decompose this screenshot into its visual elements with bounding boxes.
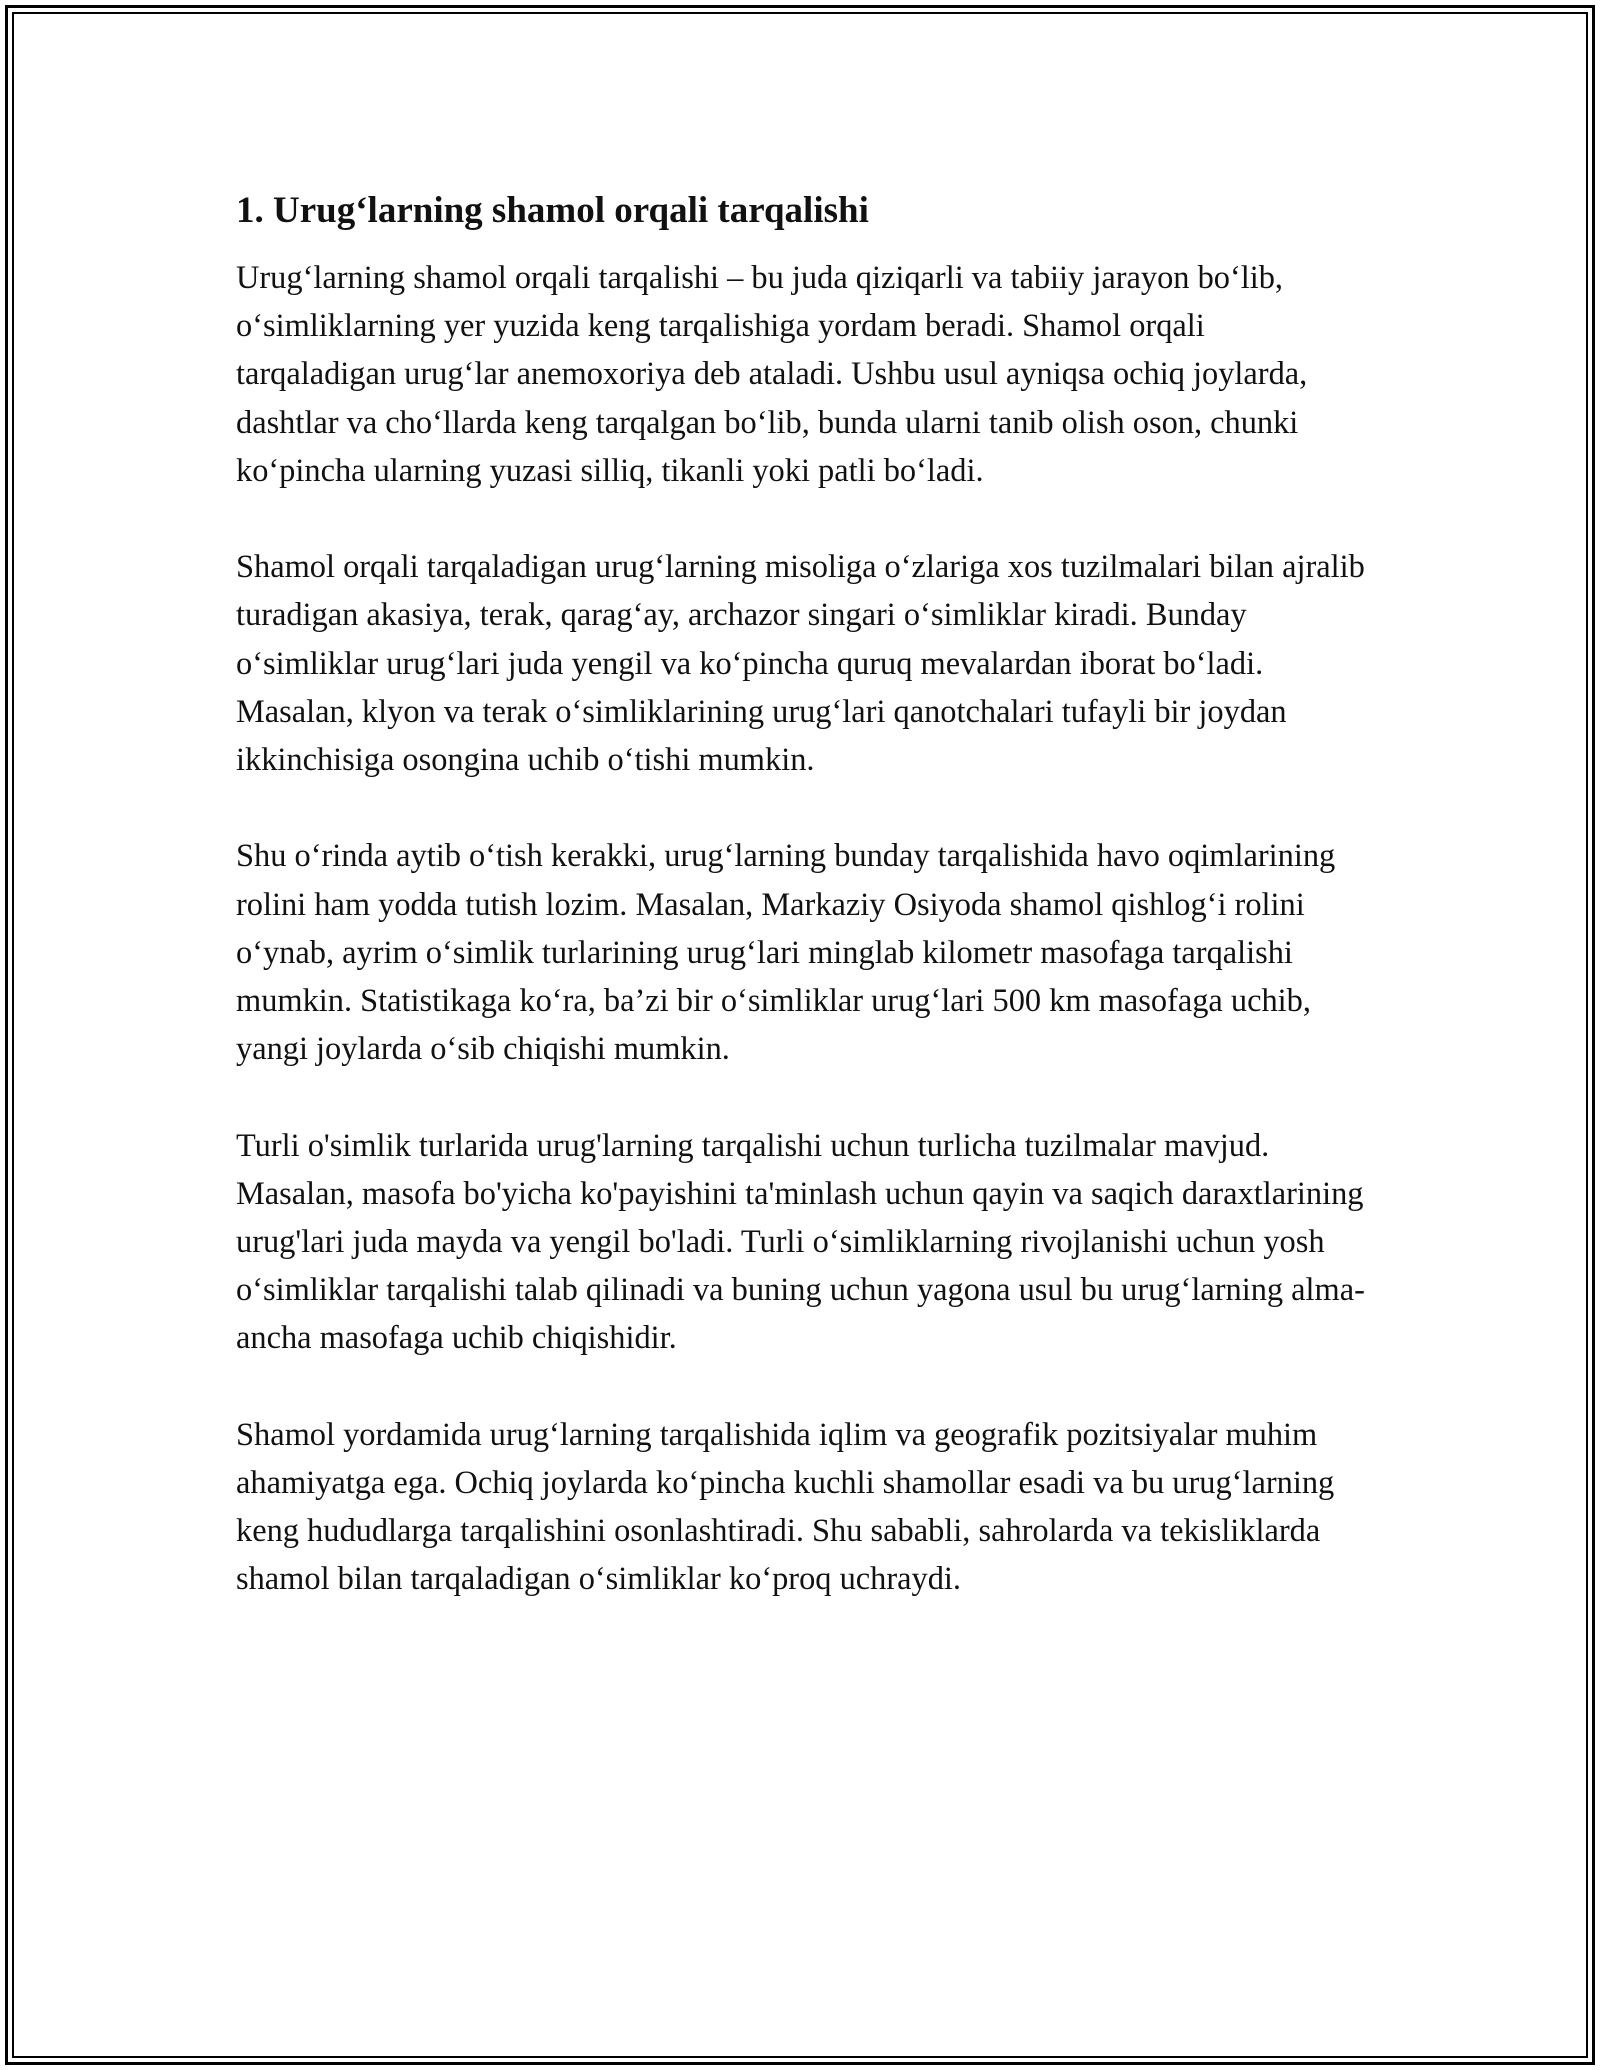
paragraph-2: Shamol orqali tarqaladigan urug‘larning misoliga o‘zlariga xos tuzilmalari bilan ajralib turadigan akasiya, terak, qarag‘ay, archazor singari o‘simliklar kiradi. Bunday o‘simliklar urug‘lari juda yengil va ko‘pincha quruq mevalardan iborat bo‘ladi. Masalan, klyon va terak o‘simliklarining urug‘lari qanotchalari tufayli bir joydan ikkinchisiga osongina uchib o‘tishi mumkin. (236, 549, 1365, 779)
paragraph-5: Shamol yordamida urug‘larning tarqalishida iqlim va geografik pozitsiyalar muhim ahamiyatga ega. Ochiq joylarda ko‘pincha kuchli shamollar esadi va bu urug‘larning keng hududlarga tarqalishini osonlashtiradi. Shu sababli, sahrolarda va tekisliklarda shamol bilan tarqaladigan o‘simliklar ko‘proq uchraydi. (236, 1416, 1335, 1598)
paragraph-4: Turli o'simlik turlarida urug'larning tarqalishi uchun turlicha tuzilmalar mavjud. Masalan, masofa bo'yicha ko'payishini ta'minlash uchun qayin va saqich daraxtlarining urug'lari juda mayda va yengil bo'ladi. Turli o‘simliklarning rivojlanishi uchun yosh o‘simliklar tarqalishi talab qilinadi va buning uchun yagona usul bu urug‘larning alma-ancha masofaga uchib chiqishidir. (236, 1127, 1365, 1357)
paragraph-3: Shu o‘rinda aytib o‘tish kerakki, urug‘larning bunday tarqalishida havo oqimlarining rolini ham yodda tutish lozim. Masalan, Markaziy Osiyoda shamol qishlog‘i rolini o‘ynab, ayrim o‘simlik turlarining urug‘lari minglab kilometr masofaga tarqalishi mumkin. Statistikaga ko‘ra, ba’zi bir o‘simliklar urug‘lari 500 km masofaga uchib, yangi joylarda o‘sib chiqishi mumkin. (236, 838, 1336, 1068)
section-title: 1. Urug‘larning shamol orqali tarqalishi (236, 190, 869, 231)
paragraph-1: Urug‘larning shamol orqali tarqalishi – bu juda qiziqarli va tabiiy jarayon bo‘lib, o‘simliklarning yer yuzida keng tarqalishiga yordam beradi. Shamol orqali tarqaladigan urug‘lar anemoxoriya deb ataladi. Ushbu usul ayniqsa ochiq joylarda, dashtlar va cho‘llarda keng tarqalgan bo‘lib, bunda ularni tanib olish oson, chunki ko‘pincha ularning yuzasi silliq, tikanli yoki patli bo‘ladi. (236, 260, 1308, 489)
document-body (236, 186, 1366, 1652)
